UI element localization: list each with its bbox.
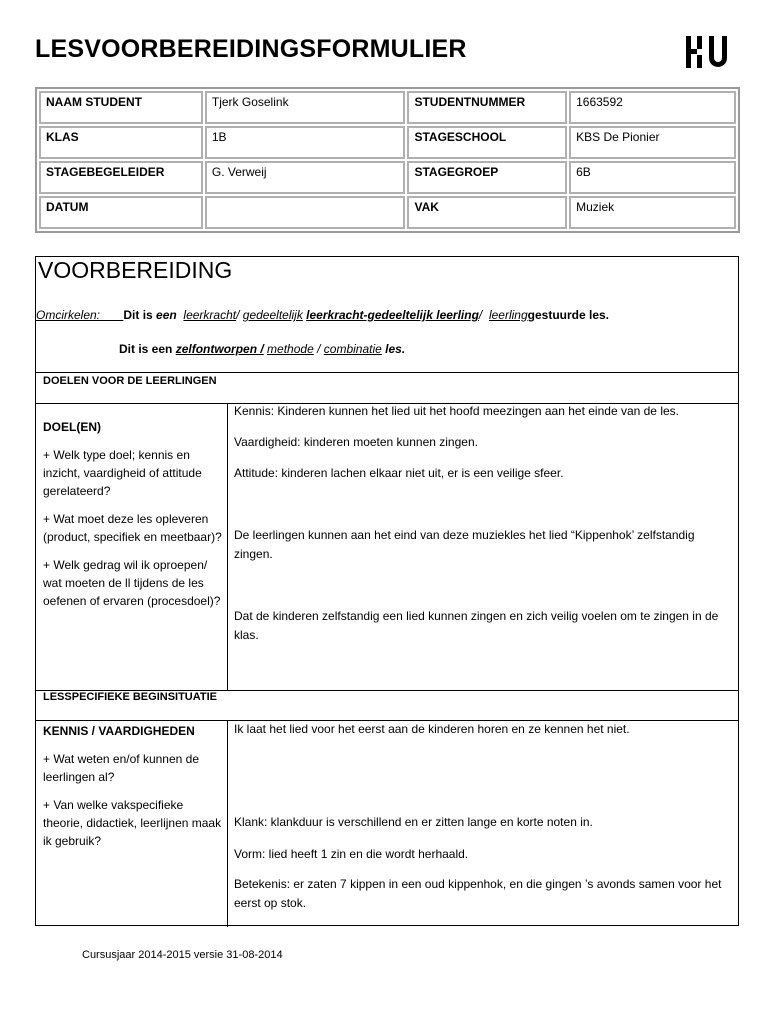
option-leerkracht: leerkracht	[183, 308, 237, 322]
gestuurde-text: gestuurde les.	[527, 308, 609, 322]
les-text: les.	[385, 342, 406, 356]
omcirkelen-label: Omcirkelen:	[36, 308, 101, 322]
doelen-bar-label: DOELEN VOOR DE LEERLINGEN	[43, 375, 217, 387]
value-stagegroep: 6B	[569, 161, 736, 194]
option-leerling: leerling	[488, 308, 528, 322]
dit-is-een-text: Dit is een	[119, 342, 173, 356]
table-row	[39, 91, 736, 124]
beginsituatie-klank: Klank: klankduur is verschillend en er zitten lange en korte noten in.	[234, 815, 593, 829]
value-stageschool: KBS De Pionier	[569, 126, 736, 159]
student-info-table	[35, 87, 740, 233]
option-gedeeltelijk: gedeeltelijk	[242, 308, 303, 322]
beginsituatie-left-title: KENNIS / VAARDIGHEDEN	[43, 724, 195, 738]
value-stagebegeleider: G. Verweij	[205, 161, 406, 194]
hu-logo	[684, 34, 730, 70]
value-studentnummer: 1663592	[569, 91, 736, 124]
table-row	[39, 196, 736, 229]
doel-kennis: Kennis: Kinderen kunnen het lied uit het hoofd meezingen aan het einde van de les.	[234, 404, 679, 418]
table-row	[39, 161, 736, 194]
beginsituatie-left-column	[43, 722, 223, 860]
column-divider	[227, 720, 228, 927]
doelen-question: + Welk gedrag wil ik oproepen/ wat moeten de ll tijdens de les oefenen of ervaren (procesdoel)?	[43, 558, 221, 608]
doel-attitude: Attitude: kinderen lachen elkaar niet uit, er is een veilige sfeer.	[234, 466, 564, 480]
value-vak: Muziek	[569, 196, 736, 229]
doelen-left-title: DOEL(EN)	[43, 420, 101, 434]
value-datum	[205, 196, 406, 229]
label-datum: DATUM	[39, 196, 203, 229]
label-klas: KLAS	[39, 126, 203, 159]
separator: /	[478, 308, 483, 322]
doelen-question: + Wat moet deze les opleveren (product, specifiek en meetbaar)?	[43, 512, 222, 544]
doel-proces: Dat de kinderen zelfstandig een lied kunnen zingen en zich veilig voelen om te zingen in de klas.	[234, 609, 719, 642]
option-combinatie: combinatie	[323, 342, 382, 356]
hu-logo-icon	[684, 34, 730, 70]
doelen-question: + Welk type doel; kennis en inzicht, vaardigheid of attitude gerelateerd?	[43, 448, 202, 498]
option-methode: methode	[267, 342, 314, 356]
section-heading: VOORBEREIDING	[38, 257, 233, 283]
label-naam-student: NAAM STUDENT	[39, 91, 203, 124]
beginsituatie-betekenis: Betekenis: er zaten 7 kippen in een oud kippenhok, en die gingen ’s avonds samen voor het eerst op stok.	[234, 877, 722, 910]
beginsituatie-vorm: Vorm: lied heeft 1 zin en die wordt herhaald.	[234, 847, 469, 861]
beginsituatie-question: + Wat weten en/of kunnen de leerlingen al?	[43, 752, 199, 784]
value-klas: 1B	[205, 126, 406, 159]
page-title: LESVOORBEREIDINGSFORMULIER	[35, 35, 467, 63]
label-studentnummer: STUDENTNUMMER	[407, 91, 567, 124]
divider	[36, 372, 738, 373]
beginsituatie-question: + Van welke vakspecifieke theorie, didactiek, leerlijnen maak ik gebruik?	[43, 798, 222, 848]
doel-vaardigheid: Vaardigheid: kinderen moeten kunnen zingen.	[234, 435, 478, 449]
table-row	[39, 126, 736, 159]
separator: /	[317, 342, 321, 356]
lesvorm-line	[119, 342, 405, 356]
label-stagebegeleider: STAGEBEGELEIDER	[39, 161, 203, 194]
sturing-line	[36, 308, 609, 322]
label-vak: VAK	[407, 196, 567, 229]
column-divider	[227, 403, 228, 690]
voorbereiding-section	[35, 256, 739, 926]
beginsituatie-intro: Ik laat het lied voor het eerst aan de kinderen horen en ze kennen het niet.	[234, 722, 630, 736]
value-naam-student: Tjerk Goselink	[205, 91, 406, 124]
separator: /	[236, 308, 240, 322]
option-leerkracht-leerling: leerkracht-gedeeltelijk leerling	[306, 308, 479, 322]
label-stageschool: STAGESCHOOL	[407, 126, 567, 159]
option-zelfontworpen: zelfontworpen /	[175, 342, 264, 356]
beginsituatie-bar-label: LESSPECIFIEKE BEGINSITUATIE	[43, 691, 217, 703]
footer-version: Cursusjaar 2014-2015 versie 31-08-2014	[82, 949, 283, 961]
dit-is-text: Dit is	[123, 308, 153, 322]
doelen-left-column	[43, 418, 223, 620]
doel-product: De leerlingen kunnen aan het eind van deze muziekles het lied “Kippenhok’ zelfstandig zingen.	[234, 528, 695, 561]
label-stagegroep: STAGEGROEP	[407, 161, 567, 194]
een-text: een	[156, 308, 177, 322]
